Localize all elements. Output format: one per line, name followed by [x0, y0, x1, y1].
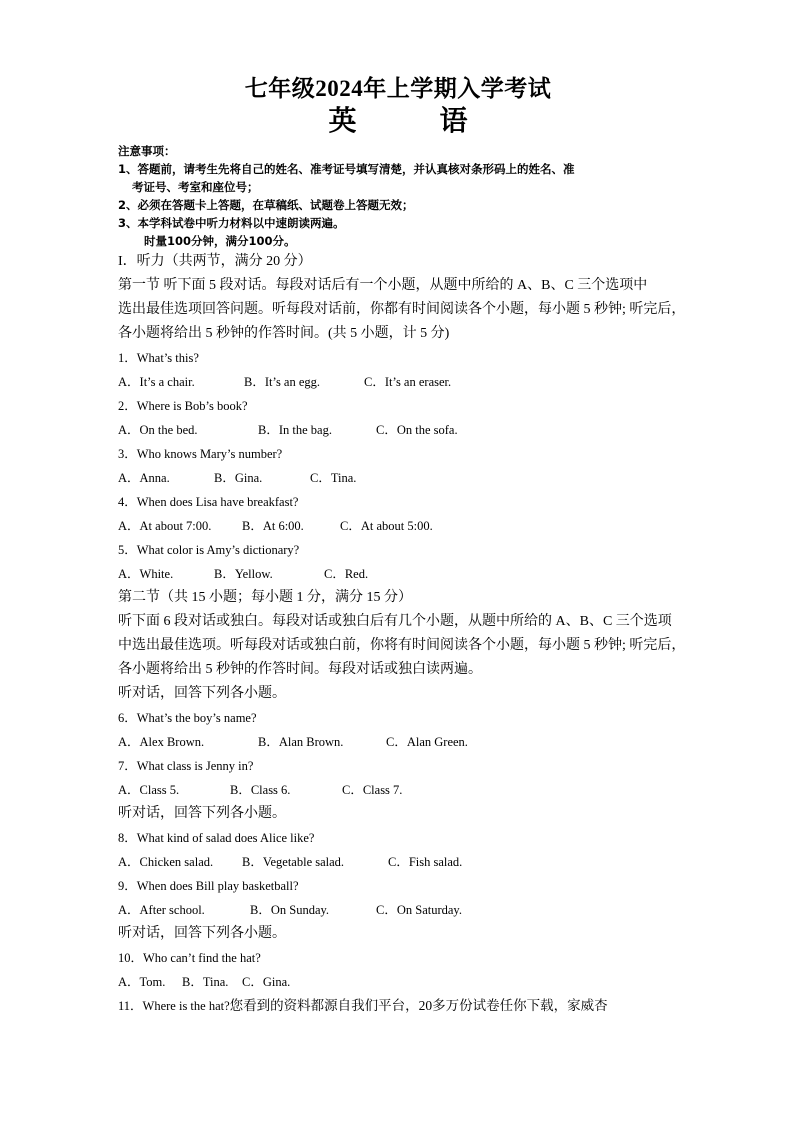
question-text: 8．What kind of salad does Alice like?	[118, 831, 315, 845]
option-a: A．At about 7:00.	[118, 519, 212, 533]
notice-heading: 注意事项：	[118, 144, 176, 158]
notice-item-4: 时量100分钟，满分100分。	[144, 234, 296, 248]
dialogue-instruction-b: 听对话，回答下列各小题。	[118, 806, 286, 821]
section1-instructions	[118, 274, 686, 346]
option-a: A．It’s a chair.	[118, 375, 195, 389]
question-text: 1．What’s this?	[118, 351, 199, 365]
option-a: A．White.	[118, 567, 174, 581]
question-text: 6．What’s the boy’s name?	[118, 711, 257, 725]
part1-heading	[118, 250, 678, 274]
question-text: 4．When does Lisa have breakfast?	[118, 495, 299, 509]
option-a: A．On the bed.	[118, 423, 198, 437]
question-options	[118, 370, 678, 394]
notice-item-1-cont: 考证号、考室和座位号；	[132, 180, 259, 194]
section1-line-3: 各小题将给出 5 秒钟的作答时间。(共 5 小题，计 5 分)	[118, 326, 450, 341]
question-text: 2．Where is Bob’s book?	[118, 399, 248, 413]
question-options	[118, 562, 678, 586]
option-c: C．At about 5:00.	[340, 519, 433, 533]
option-a: A．Anna.	[118, 471, 170, 485]
option-a: A．Alex Brown.	[118, 735, 205, 749]
notice-item-2: 2、必须在答题卡上答题，在草稿纸、试题卷上答题无效；	[118, 198, 414, 212]
option-c: C．On the sofa.	[376, 423, 458, 437]
question-text: 9．When does Bill play basketball?	[118, 879, 299, 893]
question-options	[118, 466, 678, 490]
question-options	[118, 778, 678, 802]
notice-item-1: 1、答题前，请考生先将自己的姓名、准考证号填写清楚，并认真核对条形码上的姓名、准	[118, 162, 575, 176]
option-a: A．Tom.	[118, 975, 166, 989]
question-list-1	[118, 346, 678, 586]
dialogue-instruction-c: 听对话，回答下列各小题。	[118, 926, 286, 941]
question-11	[118, 994, 678, 1018]
option-b: B．Gina.	[214, 471, 263, 485]
question-list-2a	[118, 706, 678, 802]
question-options	[118, 730, 678, 754]
option-c: C．Alan Green.	[386, 735, 468, 749]
question-options	[118, 898, 678, 922]
option-a: A．Chicken salad.	[118, 855, 214, 869]
question-list-2c	[118, 946, 678, 994]
option-c: C．Red.	[324, 567, 369, 581]
option-b: B．Alan Brown.	[258, 735, 344, 749]
option-b: B．Yellow.	[214, 567, 273, 581]
exam-page	[118, 74, 686, 1018]
notice-item-3: 3、本学科试卷中听力材料以中速朗读两遍。	[118, 216, 345, 230]
dialogue-instruction: 听对话，回答下列各小题。	[118, 686, 286, 701]
section1-line-1: 第一节 听下面 5 段对话。每段对话后有一个小题，从题中所给的 A、B、C 三个选项中	[118, 278, 648, 293]
question-options	[118, 418, 678, 442]
option-c: C．Class 7.	[342, 783, 403, 797]
option-b: B．Class 6.	[230, 783, 291, 797]
dialogue-instruction-b-wrap	[118, 802, 678, 826]
option-c: C．On Saturday.	[376, 903, 462, 917]
option-c: C．Gina.	[242, 975, 291, 989]
question-options	[118, 850, 678, 874]
question-text: 5．What color is Amy’s dictionary?	[118, 543, 300, 557]
dialogue-instruction-c-wrap	[118, 922, 678, 946]
option-c: C．Fish salad.	[388, 855, 463, 869]
option-b: B．Tina.	[182, 975, 229, 989]
section2-heading: 第二节（共 15 小题；每小题 1 分，满分 15 分）	[118, 590, 412, 605]
question-text: 10．Who can’t find the hat?	[118, 951, 261, 965]
option-a: A．Class 5.	[118, 783, 180, 797]
question-text: 3．Who knows Mary’s number?	[118, 447, 283, 461]
exam-title: 七年级2024年上学期入学考试	[244, 76, 552, 101]
watermark-text: 您看到的资料都源自我们平台，20多万份试卷任你下载，家威杏	[229, 998, 608, 1013]
section2-instructions	[118, 586, 686, 706]
part1-heading-text: I．听力（共两节，满分 20 分）	[118, 254, 312, 269]
option-b: B．At 6:00.	[242, 519, 304, 533]
question-options	[118, 970, 678, 994]
option-b: B．In the bag.	[258, 423, 332, 437]
option-c: C．It’s an eraser.	[364, 375, 452, 389]
question-11-text: 11．Where is the hat?	[118, 999, 230, 1013]
section2-line-1: 听下面 6 段对话或独白。每段对话或独白后有几个小题，从题中所给的 A、B、C 三个选项	[118, 614, 672, 629]
question-text: 7．What class is Jenny in?	[118, 759, 254, 773]
option-a: A．After school.	[118, 903, 205, 917]
option-b: B．It’s an egg.	[244, 375, 321, 389]
section1-line-2: 选出最佳选项回答问题。听每段对话前，你都有时间阅读各个小题，每小题 5 秒钟; 听完后，	[118, 302, 686, 317]
notice-block	[118, 142, 678, 250]
option-b: B．Vegetable salad.	[242, 855, 345, 869]
section2-line-2: 中选出最佳选项。听每段对话或独白前，你将有时间阅读各个小题，每小题 5 秒钟; 听完后，	[118, 638, 686, 653]
option-c: C．Tina.	[310, 471, 357, 485]
question-options	[118, 514, 678, 538]
exam-subject: 英 语	[328, 106, 506, 137]
section2-line-3: 各小题将给出 5 秒钟的作答时间。每段对话或独白读两遍。	[118, 662, 482, 677]
option-b: B．On Sunday.	[250, 903, 330, 917]
question-list-2b	[118, 826, 678, 922]
